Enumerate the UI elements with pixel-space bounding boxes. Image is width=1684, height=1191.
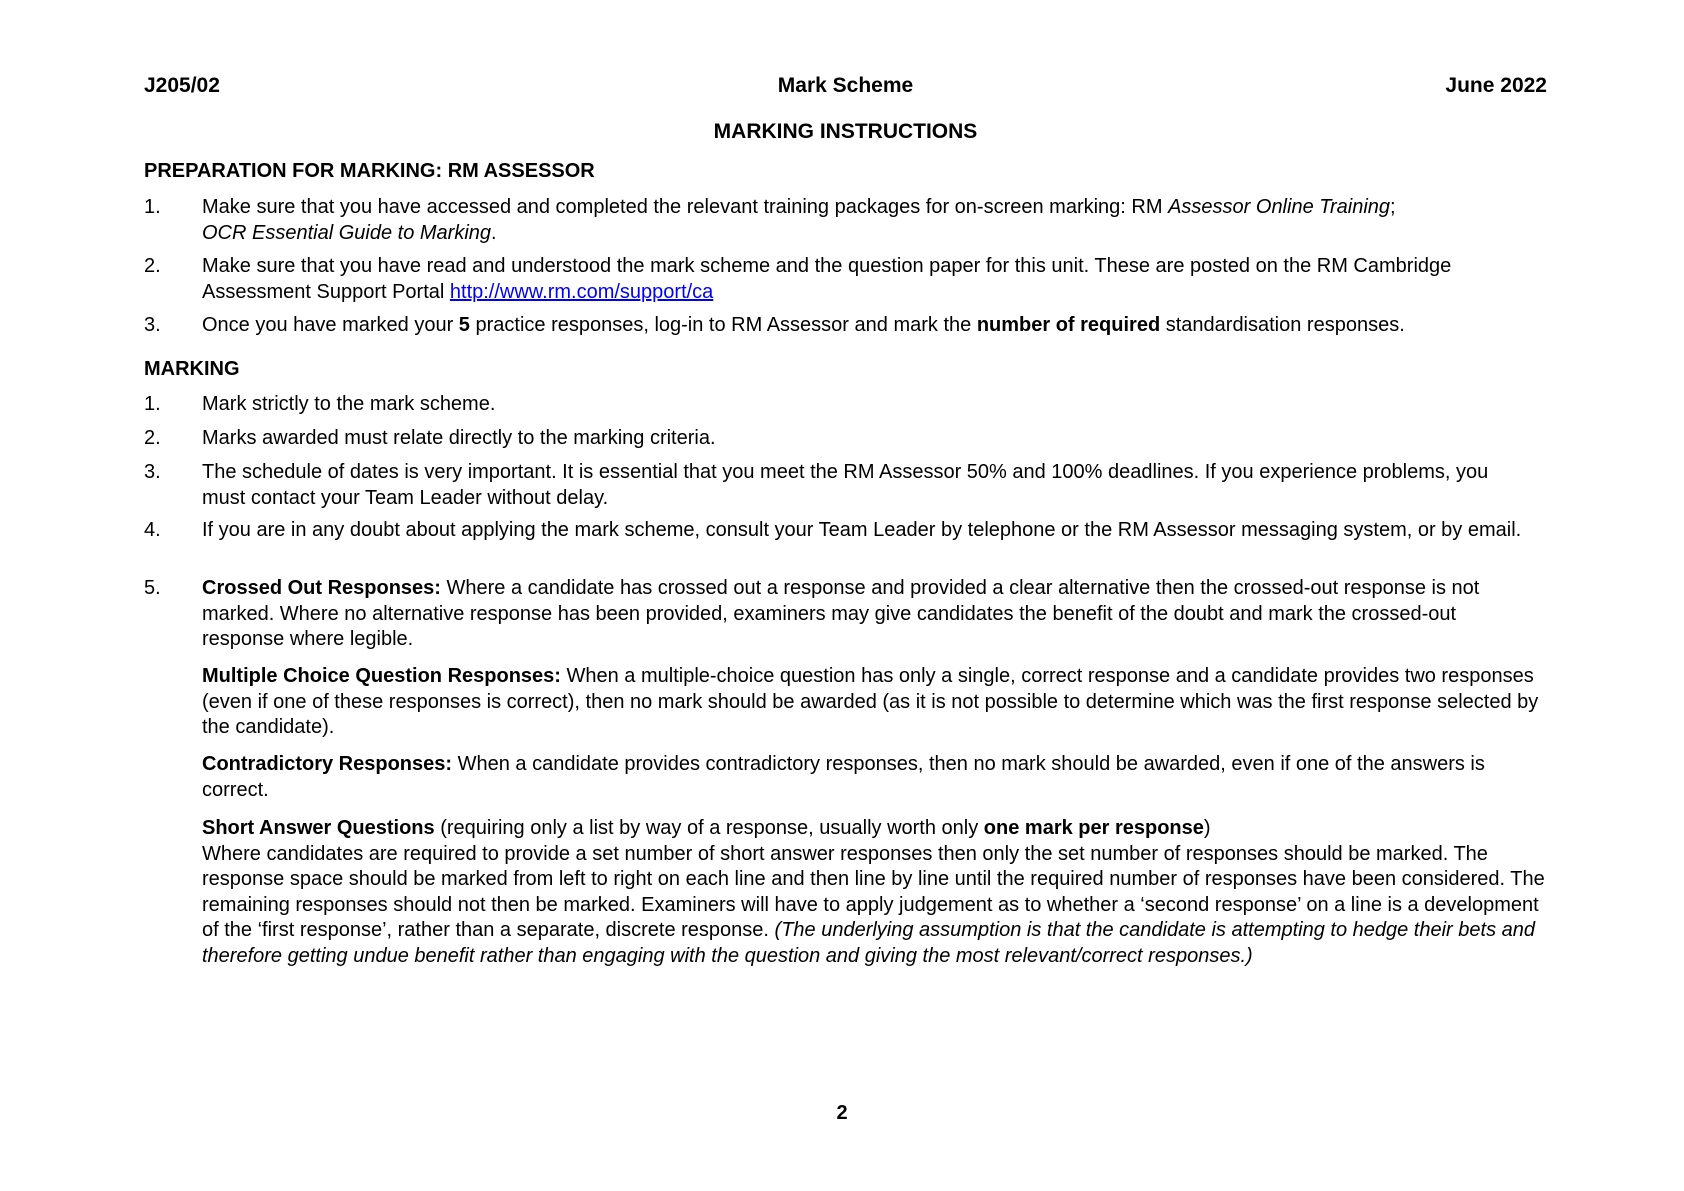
header-date: June 2022: [1445, 74, 1547, 97]
text-run: Make sure that you have read and understood the mark scheme and the question paper for this unit. These are posted on the RM Cambridge Assessment Support Portal: [202, 255, 1452, 303]
item-text: [202, 195, 1554, 246]
text-run: Where candidates are required to provide a set number of short answer responses then only the set number of responses should be marked. The response space should be marked from left to right on each line and then line by line until the required number of responses have been considered. The remaining responses should not then be marked. Examiners will have to apply judgement as to whether a ‘second response’ on a line is a development of the ‘first response’, rather than a separate, discrete response.: [202, 842, 1545, 941]
item-number: 2.: [144, 427, 161, 449]
item-number: 3.: [144, 314, 161, 336]
text-run: .: [491, 221, 497, 244]
bold-run: one mark per response: [983, 817, 1204, 839]
item-text: The schedule of dates is very important. It is essential that you meet the RM Assessor 50% and 100% deadlines. If you experience problems, you must contact your Team Leader without delay.: [202, 461, 1489, 509]
text-run: practice responses, log-in to RM Assessor and mark the: [469, 314, 977, 336]
item-number: 1.: [144, 393, 161, 415]
text-run: standardisation responses.: [1160, 314, 1405, 336]
text-run: ): [1203, 817, 1211, 839]
item-text: If you are in any doubt about applying the mark scheme, consult your Team Leader by telephone or the RM Assessor messaging system, or by email.: [202, 519, 1522, 541]
item-text: Mark strictly to the mark scheme.: [202, 393, 496, 415]
multiple-choice-paragraph: [202, 664, 1552, 741]
item-number: 3.: [144, 461, 161, 483]
bold-run: Short Answer Questions: [202, 817, 435, 839]
item-text: [202, 254, 1554, 305]
italic-run: (The underlying assumption is that the candidate is attempting to hedge their bets and therefore getting undue benefit rather than engaging with the question and giving the most relevant/correct responses.): [202, 919, 1535, 967]
bold-run: number of required: [976, 314, 1161, 336]
item-number: 1.: [144, 196, 161, 218]
marking-item-5: [144, 576, 1554, 653]
preparation-heading: PREPARATION FOR MARKING: RM ASSESSOR: [144, 160, 595, 182]
item-number: 4.: [144, 519, 161, 541]
item-text: Marks awarded must relate directly to the marking criteria.: [202, 427, 716, 449]
text-run: Make sure that you have accessed and completed the relevant training packages for on-screen marking: RM: [202, 196, 1169, 218]
italic-run: Assessor Online Training: [1168, 196, 1391, 218]
item-number: 2.: [144, 255, 161, 277]
text-run: When a candidate provides contradictory responses, then no mark should be awarded, even if one of the answers is correct.: [202, 753, 1485, 801]
short-answer-paragraph: [202, 816, 1552, 969]
preparation-item-1: [144, 195, 1554, 246]
italic-run: OCR Essential Guide to Marking: [202, 221, 492, 244]
document-title: MARKING INSTRUCTIONS: [713, 120, 978, 143]
text-run: Once you have marked your: [202, 314, 459, 336]
bold-run: Multiple Choice Question Responses:: [202, 665, 561, 687]
paper-code: J205/02: [144, 74, 220, 97]
header-title: Mark Scheme: [777, 74, 914, 97]
marking-item-4: [144, 518, 1554, 544]
marking-item-3: [144, 460, 1554, 511]
page-number: 2: [836, 1102, 848, 1124]
bold-run: Crossed Out Responses:: [202, 577, 441, 599]
item-text: [202, 313, 1554, 339]
marking-item-2: [144, 426, 1554, 452]
text-run: (requiring only a list by way of a response, usually worth only: [434, 817, 984, 839]
bold-run: Contradictory Responses:: [202, 753, 453, 775]
marking-heading: MARKING: [144, 358, 240, 380]
text-run: When a multiple-choice question has only a single, correct response and a candidate provides two responses (even if one of these responses is correct), then no mark should be awarded (as it is not possible to determine which was the first response selected by the candidate).: [202, 665, 1539, 738]
page-header: [144, 74, 1547, 102]
marking-item-1: [144, 392, 1554, 418]
text-run: ;: [1390, 196, 1396, 218]
item-number: 5.: [144, 577, 161, 599]
text-run: Where a candidate has crossed out a response and provided a clear alternative then the crossed-out response is not marked. Where no alternative response has been provided, examiners may give candidates the benefit of the doubt and mark the crossed-out response where legible.: [202, 577, 1480, 650]
item-text: [202, 576, 1554, 653]
preparation-item-3: [144, 313, 1554, 339]
preparation-item-2: [144, 254, 1554, 305]
bold-run: 5: [458, 314, 470, 336]
support-portal-link[interactable]: http://www.rm.com/support/ca: [449, 280, 714, 303]
contradictory-paragraph: [202, 752, 1552, 803]
